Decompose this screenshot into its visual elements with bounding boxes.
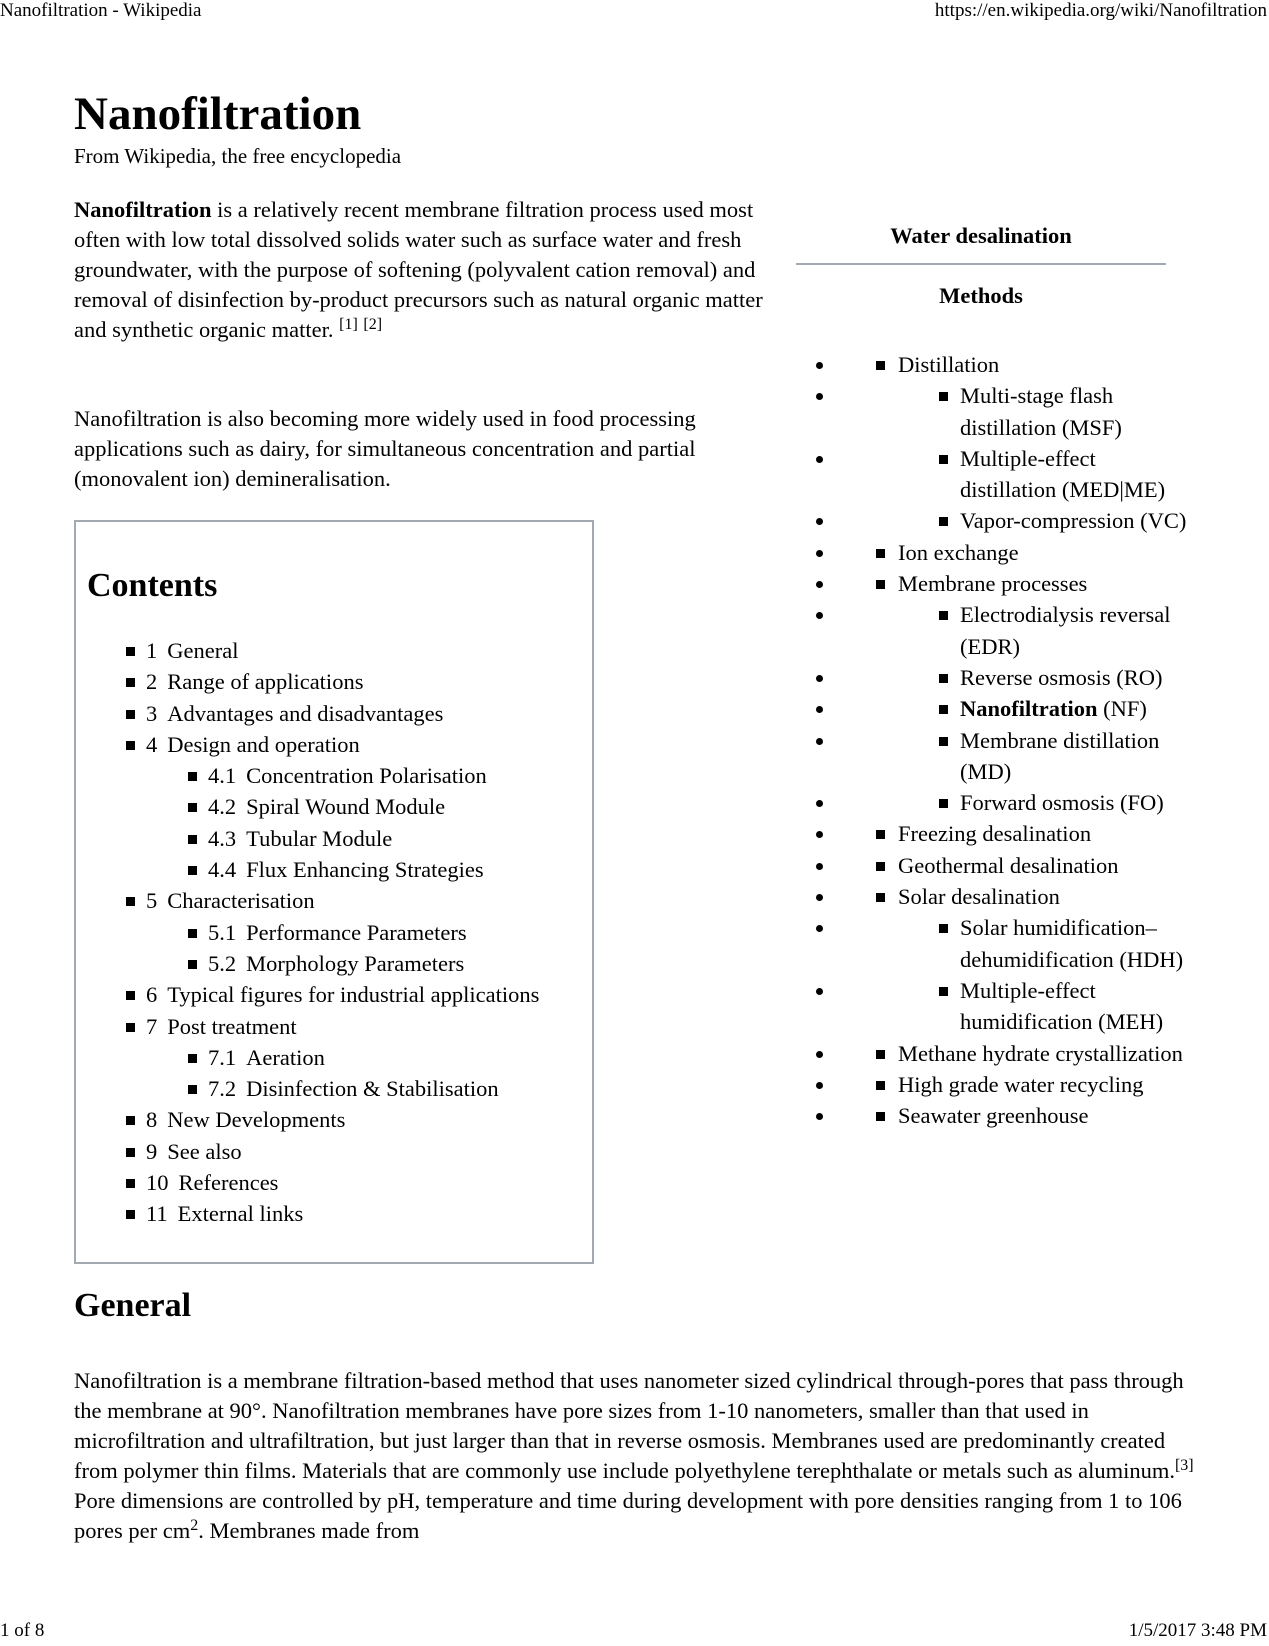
section-heading-general: General xyxy=(74,1287,192,1324)
method-subitem[interactable]: • Multiple-effect distillation (MED|ME) xyxy=(836,443,1192,506)
method-subitem[interactable]: • Reverse osmosis (RO) xyxy=(836,662,1192,693)
second-paragraph: Nanofiltration is also becoming more widely used in food processing applications such as dairy, for simultaneous concentration and partial (monovalent ion) demineralisation. xyxy=(74,406,696,491)
ref-link-3[interactable]: [3] xyxy=(1174,1457,1194,1474)
bullet-icon xyxy=(126,1023,135,1032)
bullet-icon xyxy=(126,647,135,656)
method-item[interactable]: • Freezing desalination xyxy=(836,818,1198,849)
methods-list xyxy=(796,349,1206,1131)
method-item[interactable]: • Geothermal desalination xyxy=(836,850,1198,881)
toc-title: Contents xyxy=(87,567,218,604)
general-paragraph: Nanofiltration is a membrane filtration-based method that uses nanometer sized cylindrical through-pores that pass through the membrane at 90°. Nanofiltration membranes have pore sizes from 1-10 nanometers, smaller than that used in microfiltration and ultrafiltration, but just larger than that in reverse osmosis. Membranes used are predominantly created from polymer thin films. Materials that are commonly use include polyethylene terephthalate or metals such as aluminum.[3] Pore dimensions are controlled by pH, temperature and time during development with pore densities ranging from 1 to 106 pores per $cm^2$. Membranes made from xyxy=(74,1368,1194,1543)
bullet-icon xyxy=(939,987,948,996)
bullet-icon xyxy=(939,517,948,526)
bullet-icon xyxy=(126,897,135,906)
toc-item[interactable]: 7 Post treatment xyxy=(126,1011,539,1042)
toc-item[interactable]: 2 Range of applications xyxy=(126,666,539,697)
method-subitem[interactable]: • Forward osmosis (FO) xyxy=(836,787,1192,818)
method-item[interactable]: • Distillation xyxy=(836,349,1198,380)
method-item[interactable]: • Solar desalination xyxy=(836,881,1198,912)
bullet-icon xyxy=(939,799,948,808)
bullet-icon xyxy=(939,674,948,683)
method-item[interactable]: • Ion exchange xyxy=(836,537,1198,568)
toc-subitem[interactable]: 7.2 Disinfection & Stabilisation xyxy=(126,1073,539,1104)
bullet-icon xyxy=(126,1210,135,1219)
bullet-icon xyxy=(126,678,135,687)
method-subitem-current: • Nanofiltration (NF) xyxy=(836,693,1192,724)
method-item[interactable]: • Methane hydrate crystallization xyxy=(836,1038,1198,1069)
print-footer-page-counter: 1 of 8 xyxy=(0,1620,45,1641)
toc-item[interactable]: 9 See also xyxy=(126,1136,539,1167)
method-subitem[interactable]: • Electrodialysis reversal (EDR) xyxy=(836,599,1192,662)
toc-item[interactable]: 1 General xyxy=(126,635,539,666)
bullet-icon xyxy=(876,862,885,871)
bullet-icon xyxy=(188,866,197,875)
toc-item[interactable]: 8 New Developments xyxy=(126,1104,539,1135)
toc-subitem[interactable]: 4.1 Concentration Polarisation xyxy=(126,760,539,791)
lead-paragraph xyxy=(74,195,774,345)
bullet-icon xyxy=(126,1179,135,1188)
method-subitem[interactable]: • Membrane distillation (MD) xyxy=(836,725,1192,788)
toc-subitem[interactable]: 4.4 Flux Enhancing Strategies xyxy=(126,854,539,885)
toc-subitem[interactable]: 4.2 Spiral Wound Module xyxy=(126,791,539,822)
toc-subitem[interactable]: 5.1 Performance Parameters xyxy=(126,917,539,948)
bullet-icon xyxy=(939,737,948,746)
bullet-icon xyxy=(188,929,197,938)
bullet-icon xyxy=(188,1054,197,1063)
bullet-icon xyxy=(188,960,197,969)
bullet-icon xyxy=(939,392,948,401)
ref-link-1[interactable]: [1] xyxy=(339,316,358,333)
infobox-divider xyxy=(796,263,1166,265)
toc-item[interactable]: 11 External links xyxy=(126,1198,539,1229)
toc-list xyxy=(126,635,539,1230)
table-of-contents xyxy=(74,520,594,1264)
bullet-icon xyxy=(876,893,885,902)
bullet-icon xyxy=(939,611,948,620)
bullet-icon xyxy=(188,772,197,781)
bullet-icon xyxy=(188,835,197,844)
bullet-icon xyxy=(876,830,885,839)
print-header-url: https://en.wikipedia.org/wiki/Nanofiltration xyxy=(934,0,1267,21)
method-subitem[interactable]: • Vapor-compression (VC) xyxy=(836,505,1192,536)
method-item[interactable]: • Membrane processes xyxy=(836,568,1198,599)
toc-subitem[interactable]: 7.1 Aeration xyxy=(126,1042,539,1073)
method-subitem[interactable]: • Multiple-effect humidification (MEH) xyxy=(836,975,1192,1038)
tagline: From Wikipedia, the free encyclopedia xyxy=(74,144,402,168)
ref-link-2[interactable]: [2] xyxy=(363,316,383,333)
infobox-water-desalination xyxy=(796,215,1187,1129)
bullet-icon xyxy=(876,549,885,558)
toc-item[interactable]: 10 References xyxy=(126,1167,539,1198)
bullet-icon xyxy=(876,1081,885,1090)
toc-subitem[interactable]: 4.3 Tubular Module xyxy=(126,823,539,854)
method-item[interactable]: • Seawater greenhouse xyxy=(836,1100,1198,1131)
bullet-icon xyxy=(939,455,948,464)
infobox-subtitle: Methods xyxy=(939,283,1023,308)
toc-subitem[interactable]: 5.2 Morphology Parameters xyxy=(126,948,539,979)
bullet-icon xyxy=(126,741,135,750)
print-header-title: Nanofiltration - Wikipedia xyxy=(0,0,202,21)
bullet-icon xyxy=(126,710,135,719)
lead-bold-term: Nanofiltration xyxy=(74,197,212,222)
method-item[interactable]: • High grade water recycling xyxy=(836,1069,1198,1100)
bullet-icon xyxy=(876,1050,885,1059)
lead-text: is a relatively recent membrane filtration process used most often with low total dissolved solids water such as surface water and fresh groundwater, with the purpose of softening (polyvalent cation removal) and removal of disinfection by-product precursors such as natural organic matter and synthetic organic matter. xyxy=(74,197,763,342)
method-subitem[interactable]: • Multi-stage flash distillation (MSF) xyxy=(836,380,1192,443)
toc-item[interactable]: 3 Advantages and disadvantages xyxy=(126,698,539,729)
print-footer-datetime: 1/5/2017 3:48 PM xyxy=(1128,1620,1267,1641)
bullet-icon xyxy=(188,1085,197,1094)
bullet-icon xyxy=(876,361,885,370)
bullet-icon xyxy=(939,705,948,714)
bullet-icon xyxy=(126,1116,135,1125)
bullet-icon xyxy=(876,1112,885,1121)
bullet-icon xyxy=(126,991,135,1000)
toc-item[interactable]: 4 Design and operation xyxy=(126,729,539,760)
toc-item[interactable]: 6 Typical figures for industrial applications xyxy=(126,979,539,1010)
page-title: Nanofiltration xyxy=(74,88,362,140)
bullet-icon xyxy=(939,924,948,933)
toc-item[interactable]: 5 Characterisation xyxy=(126,885,539,916)
bullet-icon xyxy=(126,1148,135,1157)
bullet-icon xyxy=(876,580,885,589)
method-subitem[interactable]: • Solar humidification–dehumidification (HDH) xyxy=(836,912,1192,975)
infobox-title[interactable]: Water desalination xyxy=(890,223,1072,248)
bullet-icon xyxy=(188,803,197,812)
